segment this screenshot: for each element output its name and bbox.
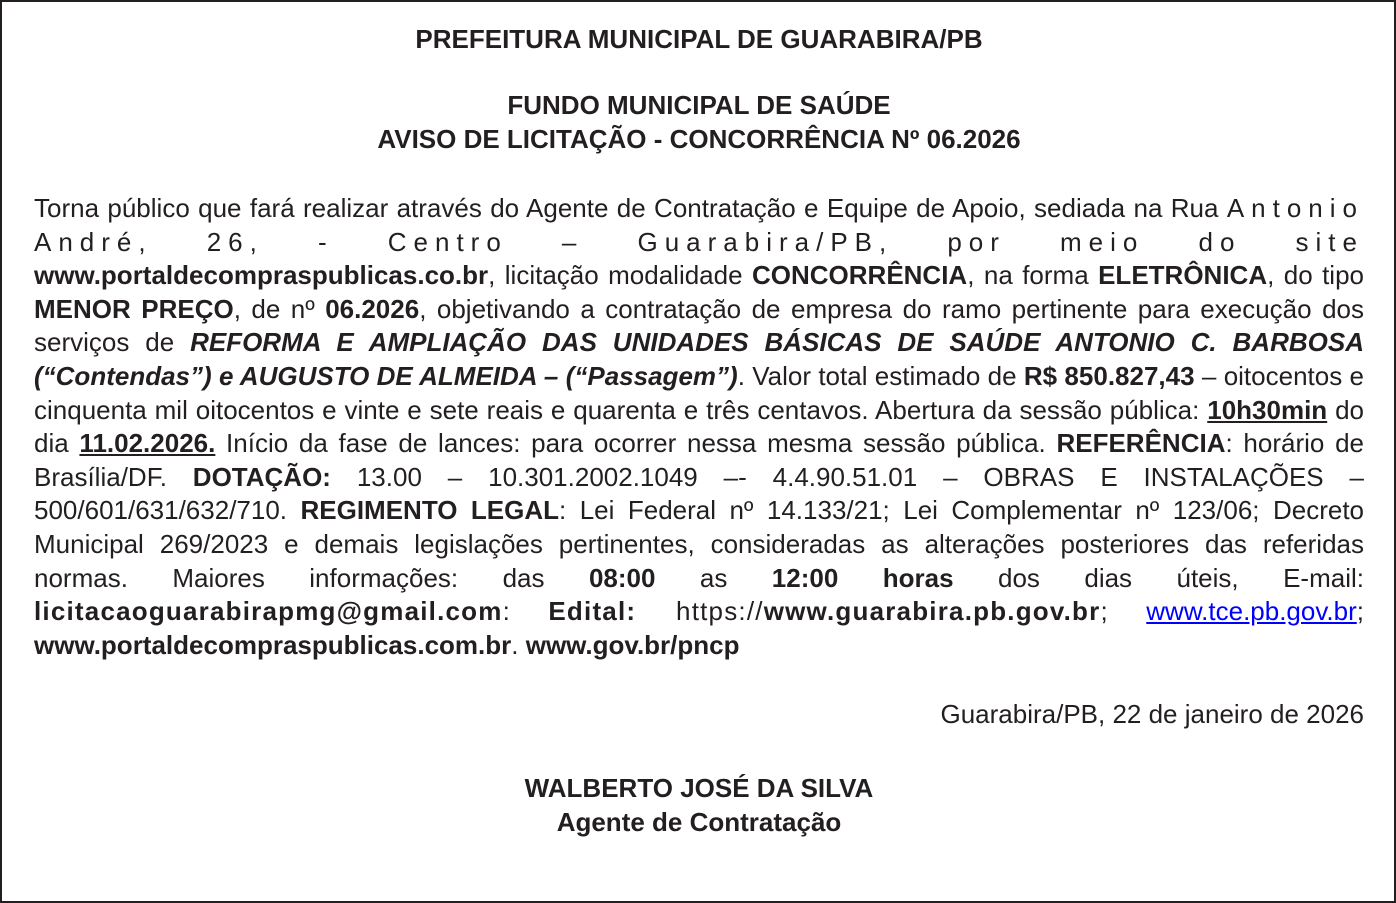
portal-site: www.portaldecompraspublicas.co.br [34, 260, 489, 291]
body-text: , objetivando a contratação de empresa do ramo pertinente para execução dos serviços de [34, 293, 1364, 358]
notice-body [34, 192, 1364, 662]
body-text: do dia [34, 394, 1364, 459]
body-text: ; [1100, 596, 1147, 627]
edital-label: Edital: [548, 596, 637, 627]
place-date: Guarabira/PB, 22 de janeiro de 2026 [940, 699, 1364, 730]
body-text: Início da fase de lances: para ocorrer nessa mesma sessão pública. [215, 428, 1057, 459]
signer-name: WALBERTO JOSÉ DA SILVA [524, 773, 874, 804]
body-text: , de nº [233, 293, 326, 324]
hora-fim: 12:00 horas [771, 562, 954, 593]
numero: 06.2026 [325, 293, 420, 324]
org-title: PREFEITURA MUNICIPAL DE GUARABIRA/PB [415, 24, 983, 54]
regimento-label: REGIMENTO LEGAL [300, 495, 560, 526]
body-text: : horário de Brasília/DF. [34, 428, 1364, 492]
hora-inicio: 08:00 [588, 562, 656, 593]
referencia-label: REFERÊNCIA [1056, 428, 1226, 459]
fund-title: FUNDO MUNICIPAL DE SAÚDE [507, 90, 891, 120]
body-address: Antonio André, 26, - Centro – Guarabira/PB, por meio do site [34, 193, 1364, 257]
email-link[interactable]: licitacaoguarabirapmg@gmail.com [34, 596, 503, 627]
prefeitura-site-link[interactable]: www.guarabira.pb.gov.br [763, 596, 1101, 627]
body-text: – oitocentos e cinquenta mil oitocentos e vinte e sete reais e quarenta e três centavos. Abertura da sessão pública: [34, 360, 1364, 425]
tce-site-link[interactable]: www.tce.pb.gov.br [1146, 596, 1357, 627]
data-abertura: 11.02.2026. [79, 428, 216, 459]
signer-role: Agente de Contratação [556, 807, 842, 838]
tipo: MENOR PREÇO [34, 293, 234, 324]
body-text: . [511, 629, 526, 660]
body-text: dos dias úteis, E-mail: [953, 562, 1364, 593]
modalidade: CONCORRÊNCIA [751, 260, 968, 291]
body-text: , na forma [967, 260, 1099, 291]
notice-title: AVISO DE LICITAÇÃO - CONCORRÊNCIA Nº 06.2026 [377, 124, 1021, 154]
body-text: : Lei Federal nº 14.133/21; Lei Complementar nº 123/06; Decreto Municipal 269/2023 e demais legislações pertinentes, consideradas as alterações posteriores das referidas normas. Maiores informações: das [34, 495, 1364, 593]
objeto: REFORMA E AMPLIAÇÃO DAS UNIDADES BÁSICAS DE SAÚDE ANTONIO C. BARBOSA (“Contendas”) e AUGUSTO DE ALMEIDA – (“Passagem”) [34, 327, 1364, 391]
portal-com-site-link[interactable]: www.portaldecompraspublicas.com.br [34, 629, 512, 660]
pncp-site-link[interactable]: www.gov.br/pncp [525, 629, 740, 660]
dotacao-label: DOTAÇÃO: [192, 461, 331, 492]
body-text: ; [1356, 596, 1365, 627]
body-text: , licitação modalidade [488, 260, 752, 291]
hora-abertura: 10h30min [1207, 394, 1328, 425]
body-text: , do tipo [1267, 260, 1364, 291]
body-text: 13.00 – 10.301.2002.1049 –- 4.4.90.51.01 – OBRAS E INSTALAÇÕES – 500/601/631/632/710. [34, 461, 1364, 526]
body-text: as [655, 562, 772, 593]
body-text: Torna público que fará realizar através do Agente de Contratação e Equipe de Apoio, sediada na Rua [34, 193, 1219, 223]
forma: ELETRÔNICA [1098, 260, 1268, 291]
body-text: https:// [636, 596, 764, 627]
body-text: : [502, 596, 549, 627]
valor: R$ 850.827,43 [1023, 360, 1195, 391]
body-text: . Valor total estimado de [737, 360, 1024, 391]
